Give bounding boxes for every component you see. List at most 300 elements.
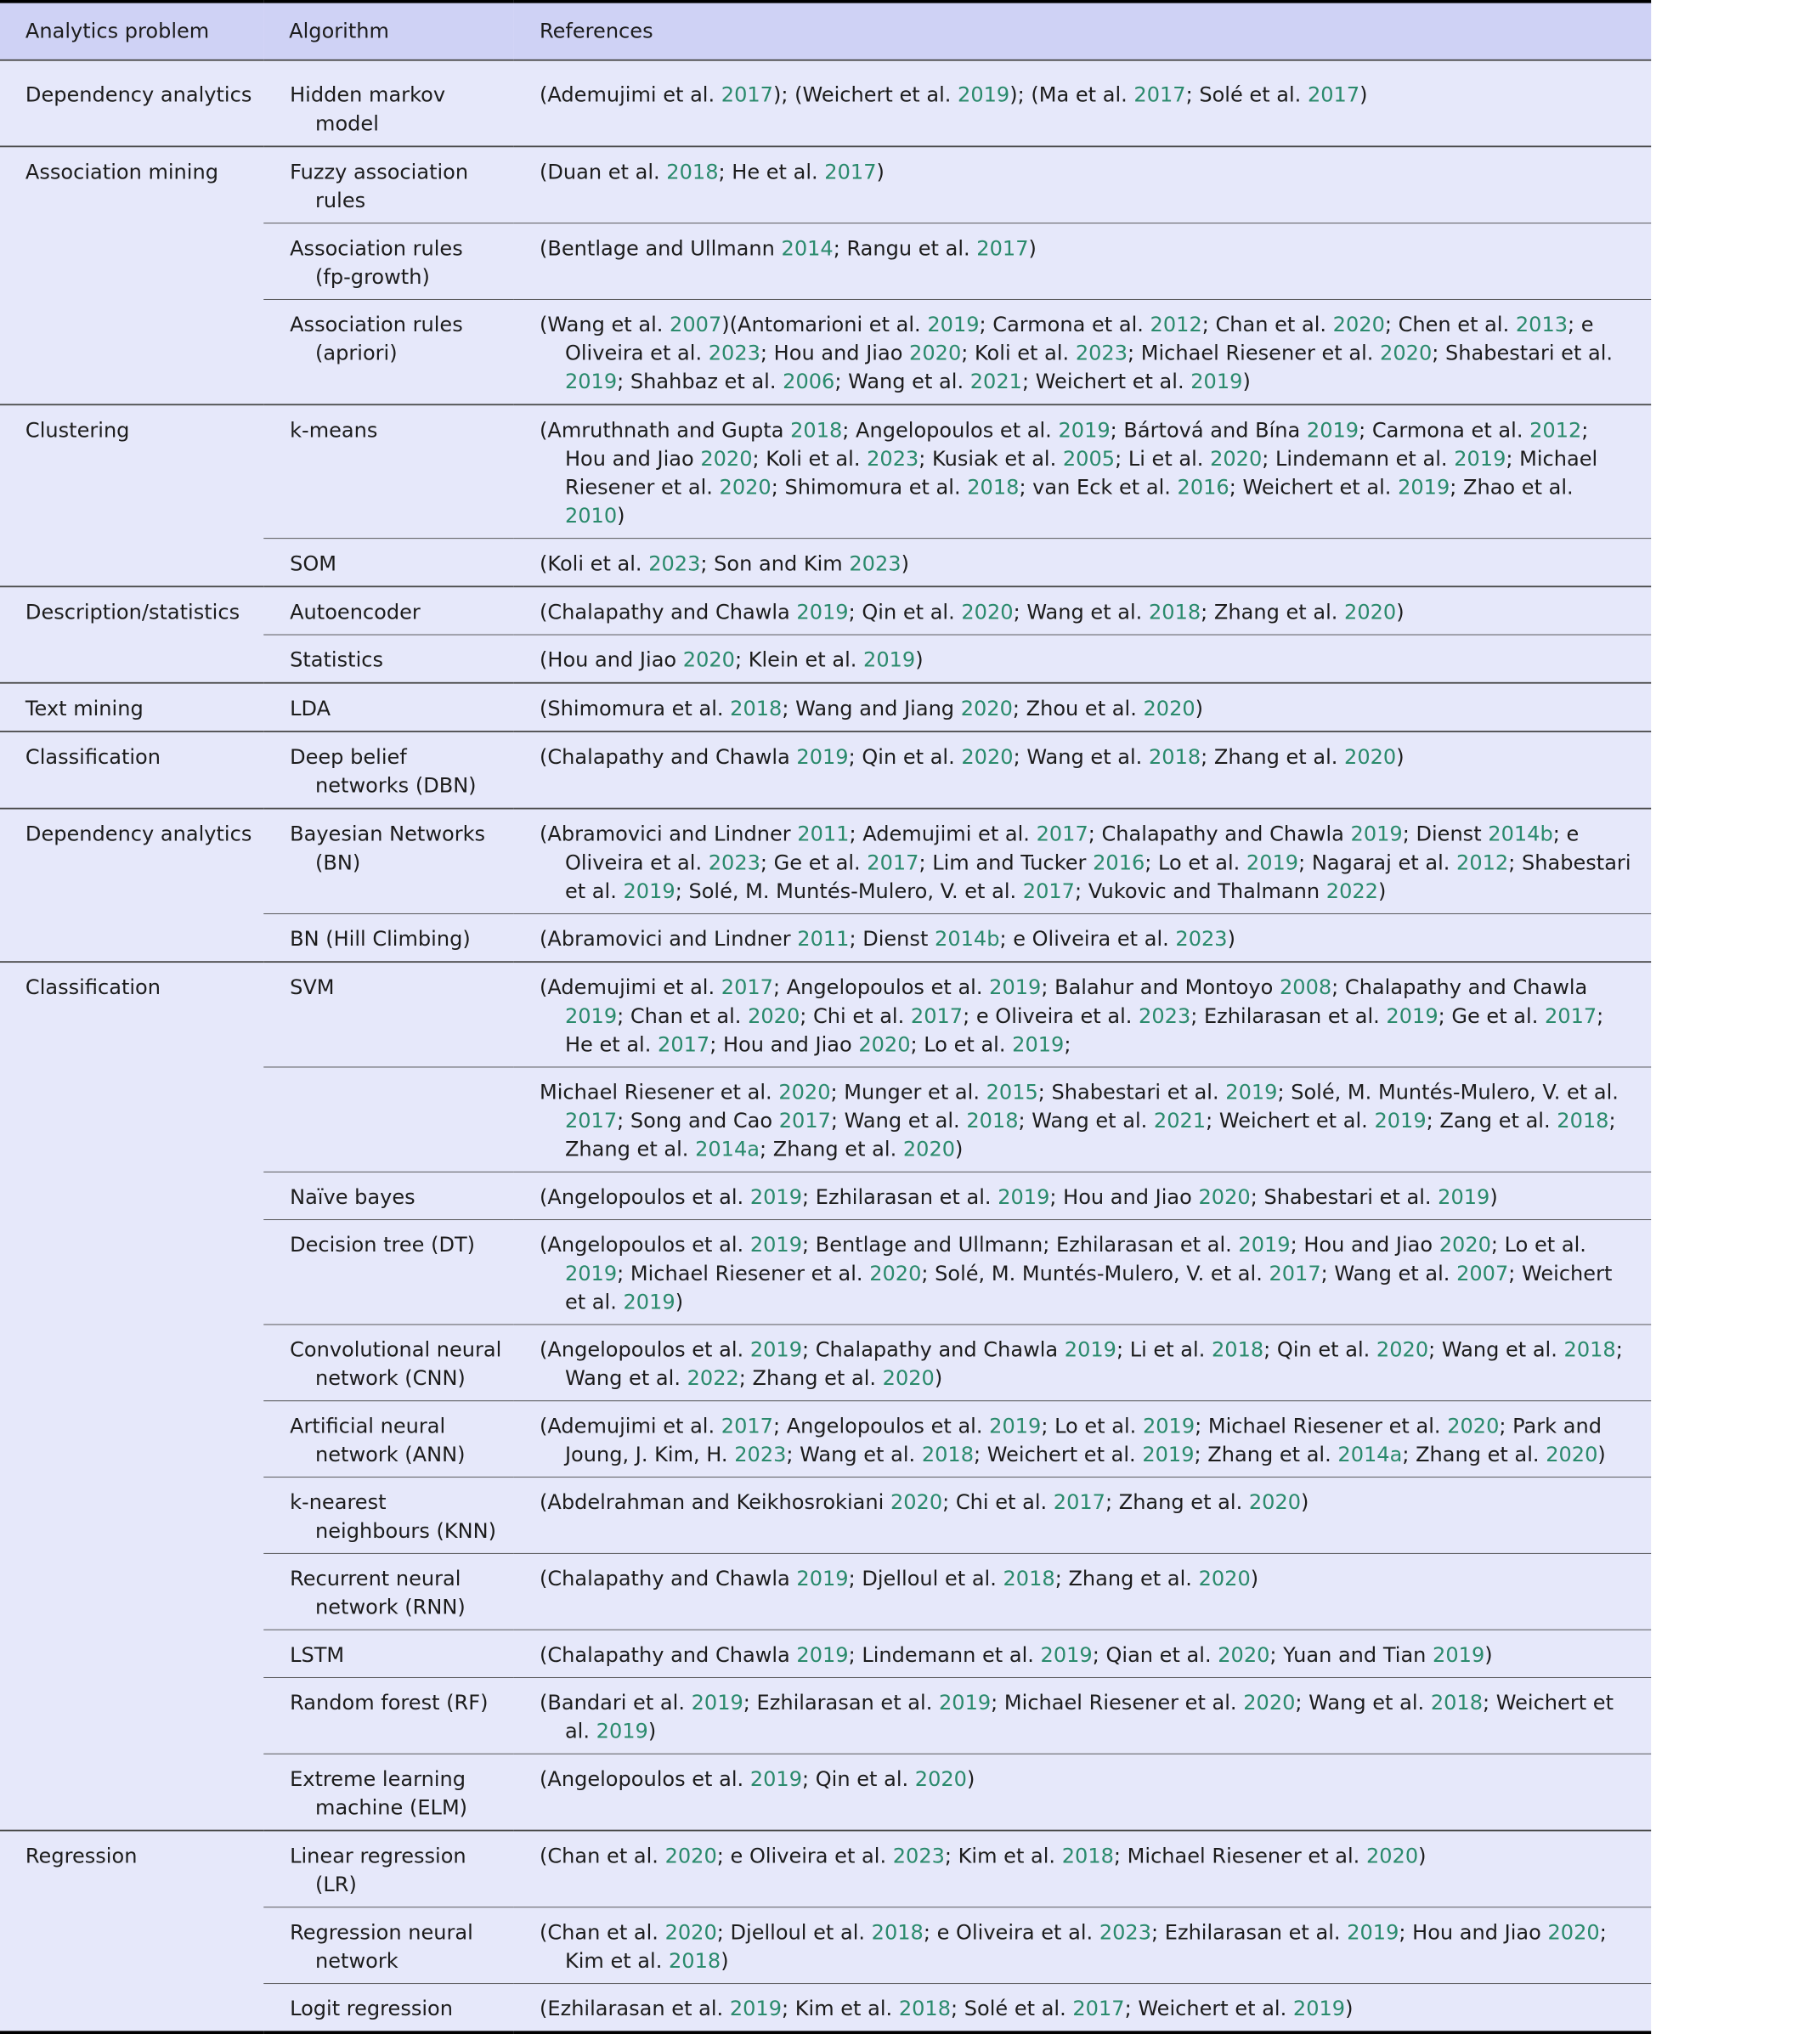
references-cell — [513, 1220, 1651, 1325]
reference-year-link[interactable]: 2018 — [967, 475, 1020, 500]
reference-author-text: ) — [1250, 1567, 1259, 1591]
reference-author-text: ; Munger et al. — [830, 1080, 986, 1105]
reference-year-link[interactable]: 2017 — [1053, 1490, 1105, 1515]
reference-year-link[interactable]: 2020 — [1380, 341, 1433, 365]
reference-author-text: ; He et al. — [718, 160, 825, 184]
algorithm-cell — [263, 962, 513, 1067]
reference-year-link[interactable]: 2020 — [858, 1032, 911, 1057]
reference-year-link[interactable]: 2017 — [1133, 82, 1186, 108]
reference-author-text: ; Zhou et al. — [1012, 697, 1144, 721]
reference-year-link[interactable]: 2023 — [708, 341, 760, 365]
table-row — [0, 635, 1651, 683]
reference-year-link[interactable]: 2019 — [1454, 447, 1506, 472]
reference-author-text: ; Solé et al. — [951, 1997, 1073, 2021]
reference-year-link[interactable]: 2019 — [1190, 370, 1243, 394]
reference-author-text: ; Michael Riesener et al. — [1113, 1844, 1366, 1868]
reference-year-link[interactable]: 2020 — [1438, 1233, 1491, 1257]
references-cell — [513, 732, 1651, 809]
reference-year-link[interactable]: 2020 — [961, 745, 1014, 770]
reference-year-link[interactable]: 2014a — [1337, 1443, 1403, 1467]
reference-year-link[interactable]: 2020 — [1248, 1490, 1302, 1515]
reference-year-link[interactable]: 2019 — [958, 82, 1010, 108]
reference-list — [540, 550, 1631, 579]
reference-year-link[interactable]: 2019 — [1347, 1920, 1399, 1945]
reference-year-link[interactable]: 2019 — [1058, 418, 1111, 443]
reference-author-text: ; Li et al. — [1115, 447, 1211, 472]
table-row — [0, 1172, 1651, 1219]
reference-author-text: ) — [1028, 236, 1037, 261]
reference-year-link[interactable]: 2017 — [910, 1004, 964, 1029]
reference-year-link[interactable]: 2018 — [871, 1920, 924, 1945]
reference-year-link[interactable]: 2023 — [849, 551, 902, 576]
reference-author-text: ) — [1489, 1185, 1498, 1210]
reference-author-text: ; Park and Joung, J. Kim, H. — [564, 1414, 1602, 1467]
reference-year-link[interactable]: 2018 — [966, 1109, 1019, 1133]
reference-author-text: ; Zhang et al. — [1105, 1490, 1249, 1515]
reference-year-link[interactable]: 2020 — [1447, 1414, 1500, 1438]
reference-year-link[interactable]: 2017 — [721, 975, 773, 1000]
reference-author-text: ; Angelopoulos et al. — [772, 975, 990, 1000]
reference-year-link[interactable]: 2012 — [1150, 313, 1202, 337]
reference-author-text: ) — [901, 551, 909, 576]
reference-year-link[interactable]: 2018 — [666, 160, 719, 184]
reference-year-link[interactable]: 2023 — [1139, 1004, 1191, 1029]
reference-year-link[interactable]: 2019 — [1040, 1643, 1093, 1668]
reference-year-link[interactable]: 2020 — [1546, 1443, 1598, 1467]
reference-list — [540, 158, 1631, 187]
reference-year-link[interactable]: 2018 — [1003, 1567, 1055, 1591]
reference-author-text: ; Wang et al. — [786, 1443, 922, 1467]
analytics-problem-cell — [0, 1677, 263, 1754]
reference-year-link[interactable]: 2023 — [1175, 927, 1228, 952]
reference-author-text: ; Djelloul et al. — [848, 1567, 1003, 1591]
reference-year-link[interactable]: 2020 — [1344, 745, 1397, 770]
reference-year-link[interactable]: 2020 — [960, 697, 1013, 721]
reference-year-link[interactable]: 2017 — [1022, 879, 1075, 904]
table-row — [0, 732, 1651, 809]
reference-year-link[interactable]: 2021 — [969, 370, 1022, 394]
reference-author-text: ; Ge et al. — [1438, 1004, 1545, 1029]
reference-author-text: ; Zhang et al. — [1201, 600, 1345, 624]
algorithm-cell — [263, 539, 513, 587]
algorithm-cell — [263, 1984, 513, 2033]
reference-author-text: (Ademujimi et al. — [540, 975, 721, 1000]
reference-year-link[interactable]: 2022 — [1325, 879, 1378, 904]
reference-year-link[interactable]: 2019 — [1142, 1414, 1195, 1438]
analytics-problem-cell — [0, 1984, 263, 2033]
reference-author-text: ; Dienst — [849, 927, 935, 952]
reference-author-text: ; Zhang et al. — [1201, 745, 1345, 770]
reference-year-link[interactable]: 2019 — [1012, 1032, 1065, 1057]
reference-year-link[interactable]: 2019 — [796, 1643, 849, 1668]
reference-year-link[interactable]: 2014 — [781, 236, 834, 261]
reference-author-text: ; Chan et al. — [1201, 313, 1333, 337]
reference-author-text: ) — [647, 1719, 657, 1743]
table-row — [0, 1831, 1651, 1907]
table-row — [0, 586, 1651, 635]
reference-year-link[interactable]: 2018 — [1430, 1691, 1484, 1715]
reference-year-link[interactable]: 2023 — [1099, 1920, 1152, 1945]
reference-year-link[interactable]: 2022 — [687, 1366, 739, 1391]
algorithm-cell — [263, 223, 513, 300]
reference-author-text: ; Wang et al. — [1018, 1109, 1154, 1133]
reference-year-link[interactable]: 2019 — [749, 1185, 803, 1210]
table-row — [0, 223, 1651, 300]
reference-author-text: ; Song and Cao — [617, 1109, 779, 1133]
reference-author-text: ; Zhang et al. — [1402, 1443, 1546, 1467]
reference-year-link[interactable]: 2021 — [1153, 1109, 1207, 1133]
reference-year-link[interactable]: 2017 — [976, 236, 1029, 261]
reference-year-link[interactable]: 2020 — [778, 1080, 831, 1105]
analytics-problem-cell — [0, 1630, 263, 1677]
reference-year-link[interactable]: 2020 — [748, 1004, 800, 1029]
reference-author-text: ) — [966, 1767, 975, 1792]
reference-author-text: ; Wang et al. — [834, 370, 970, 394]
algorithm-cell — [263, 1553, 513, 1630]
algorithm-label: Bayesian Networks (BN) — [290, 822, 486, 875]
reference-year-link[interactable]: 2017 — [1036, 822, 1088, 847]
reference-year-link[interactable]: 2019 — [1350, 822, 1403, 847]
reference-year-link[interactable]: 2019 — [1306, 418, 1359, 443]
reference-author-text: (Hou and Jiao — [540, 647, 683, 673]
reference-year-link[interactable]: 2020 — [1198, 1185, 1251, 1210]
reference-year-link[interactable]: 2017 — [721, 1414, 773, 1438]
reference-author-text: (Bandari et al. — [540, 1691, 692, 1715]
reference-year-link[interactable]: 2017 — [824, 160, 877, 184]
reference-author-text: ; Qin et al. — [848, 600, 962, 624]
algorithm-cell — [263, 1172, 513, 1219]
reference-year-link[interactable]: 2019 — [1292, 1997, 1346, 2021]
reference-year-link[interactable]: 2018 — [790, 418, 843, 443]
algorithm-cell — [263, 809, 513, 914]
algorithm-cell — [263, 913, 513, 962]
reference-author-text: ; Wang et al. — [1013, 600, 1149, 624]
algorithm-label: k-means — [290, 418, 378, 443]
reference-author-text: ; Carmona et al. — [1359, 418, 1530, 443]
reference-year-link[interactable]: 2018 — [921, 1443, 975, 1467]
reference-year-link[interactable]: 2017 — [1307, 82, 1360, 108]
reference-year-link[interactable]: 2014b — [935, 927, 1000, 952]
reference-author-text: ; Hou and Jiao — [564, 418, 1589, 472]
reference-year-link[interactable]: 2016 — [1093, 850, 1145, 875]
table-row — [0, 60, 1651, 147]
references-cell — [513, 299, 1651, 404]
reference-author-text: ; — [1064, 1032, 1071, 1057]
reference-year-link[interactable]: 2018 — [1557, 1109, 1609, 1133]
reference-year-link[interactable]: 2019 — [796, 600, 849, 624]
algorithm-cell — [263, 1754, 513, 1830]
reference-year-link[interactable]: 2017 — [1072, 1997, 1125, 2021]
reference-author-text: ; Hou and Jiao — [760, 341, 910, 365]
reference-author-text: ; Michael Riesener et al. — [617, 1262, 870, 1286]
reference-list — [540, 925, 1631, 954]
reference-year-link[interactable]: 2019 — [1064, 1337, 1116, 1362]
reference-year-link[interactable]: 2019 — [1142, 1443, 1195, 1467]
reference-year-link[interactable]: 2019 — [691, 1691, 743, 1715]
reference-year-link[interactable]: 2019 — [749, 1767, 803, 1792]
reference-year-link[interactable]: 2018 — [1211, 1337, 1264, 1362]
reference-year-link[interactable]: 2023 — [867, 447, 919, 472]
reference-author-text: ) — [675, 1290, 684, 1314]
algorithm-label: Decision tree (DT) — [290, 1233, 476, 1257]
reference-year-link[interactable]: 2019 — [796, 1567, 849, 1591]
reference-year-link[interactable]: 2011 — [797, 927, 850, 952]
reference-year-link[interactable]: 2018 — [898, 1997, 952, 2021]
reference-year-link[interactable]: 2020 — [1332, 313, 1385, 337]
reference-year-link[interactable]: 2019 — [989, 975, 1042, 1000]
reference-author-text: (Ademujimi et al. — [540, 82, 721, 108]
algorithm-label: Logit regression — [290, 1997, 454, 2021]
reference-author-text: (Abdelrahman and Keikhosrokiani — [540, 1490, 890, 1515]
reference-author-text: (Abramovici and Lindner — [540, 927, 798, 952]
reference-year-link[interactable]: 2020 — [1376, 1337, 1429, 1362]
reference-year-link[interactable]: 2014b — [1488, 822, 1553, 847]
reference-year-link[interactable]: 2019 — [1386, 1004, 1438, 1029]
reference-year-link[interactable]: 2011 — [797, 822, 850, 847]
reference-author-text: ; Bártová and Bína — [1110, 418, 1307, 443]
reference-year-link[interactable]: 2012 — [1529, 418, 1582, 443]
analytics-problem-cell — [0, 1907, 263, 1984]
reference-year-link[interactable]: 2018 — [1563, 1337, 1616, 1362]
reference-author-text: ; e Oliveira et al. — [923, 1920, 1099, 1945]
reference-year-link[interactable]: 2020 — [682, 647, 735, 673]
algorithm-label: Extreme learning machine (ELM) — [290, 1767, 468, 1820]
algorithm-cell — [263, 683, 513, 732]
table-row — [0, 683, 1651, 732]
reference-year-link[interactable]: 2019 — [623, 879, 675, 904]
analytics-problem-cell — [0, 1067, 263, 1172]
reference-list — [540, 1918, 1631, 1975]
algorithm-label: Random forest (RF) — [290, 1691, 489, 1715]
reference-year-link[interactable]: 2020 — [1344, 600, 1397, 624]
reference-author-text: (Chalapathy and Chawla — [540, 745, 797, 770]
reference-year-link[interactable]: 2019 — [564, 370, 618, 394]
reference-author-text: ) — [617, 504, 625, 528]
reference-author-text: ; Qin et al. — [802, 1767, 915, 1792]
reference-year-link[interactable]: 2017 — [778, 1109, 831, 1133]
reference-year-link[interactable]: 2017 — [658, 1032, 710, 1057]
reference-author-text: ; Lo et al. — [1145, 850, 1246, 875]
reference-author-text: ; Wang et al. — [1428, 1337, 1564, 1362]
references-cell — [513, 1907, 1651, 1984]
references-cell — [513, 1677, 1651, 1754]
reference-year-link[interactable]: 2020 — [869, 1262, 922, 1286]
reference-author-text: ); (Weichert et al. — [772, 82, 958, 108]
reference-year-link[interactable]: 2019 — [1438, 1185, 1490, 1210]
reference-year-link[interactable]: 2020 — [1243, 1691, 1296, 1715]
reference-author-text: ) — [934, 1366, 943, 1391]
reference-year-link[interactable]: 2019 — [564, 1004, 618, 1029]
reference-author-text: ; Kim et al. — [944, 1844, 1062, 1868]
reference-year-link[interactable]: 2020 — [719, 475, 772, 500]
analytics-problem-cell — [0, 1220, 263, 1325]
reference-author-text: ; Koli et al. — [961, 341, 1076, 365]
reference-year-link[interactable]: 2013 — [1515, 313, 1568, 337]
reference-author-text: (Angelopoulos et al. — [540, 1767, 750, 1792]
reference-year-link[interactable]: 2019 — [1398, 475, 1450, 500]
reference-year-link[interactable]: 2017 — [1544, 1004, 1597, 1029]
reference-author-text: ; Ezhilarasan et al. — [1190, 1004, 1387, 1029]
reference-author-text: ; Lindemann et al. — [848, 1643, 1041, 1668]
reference-list — [540, 1412, 1631, 1469]
reference-year-link[interactable]: 2020 — [909, 341, 962, 365]
reference-author-text: ) — [1484, 1643, 1493, 1668]
reference-year-link[interactable]: 2019 — [1433, 1643, 1485, 1668]
reference-year-link[interactable]: 2020 — [902, 1137, 956, 1162]
table-row — [0, 1984, 1651, 2033]
reference-author-text: ; Weichert et al. — [974, 1443, 1143, 1467]
reference-author-text: ; Hou and Jiao — [1049, 1185, 1199, 1210]
reference-author-text: ; Chi et al. — [942, 1490, 1054, 1515]
references-cell — [513, 1172, 1651, 1219]
references-cell — [513, 1477, 1651, 1554]
reference-year-link[interactable]: 2015 — [986, 1080, 1038, 1105]
reference-list — [540, 1336, 1631, 1393]
reference-year-link[interactable]: 2020 — [664, 1920, 717, 1945]
reference-year-link[interactable]: 2020 — [882, 1366, 935, 1391]
reference-year-link[interactable]: 2020 — [914, 1767, 967, 1792]
algorithm-cell — [263, 586, 513, 635]
reference-year-link[interactable]: 2020 — [961, 600, 1014, 624]
reference-author-text: ; Zhang et al. — [1054, 1567, 1199, 1591]
reference-year-link[interactable]: 2018 — [1148, 600, 1201, 624]
reference-author-text: ; Zang et al. — [1426, 1109, 1557, 1133]
reference-author-text: ; Solé, M. Muntés-Mulero, V. et al. — [1277, 1080, 1619, 1105]
reference-year-link[interactable]: 2019 — [863, 647, 916, 673]
reference-year-link[interactable]: 2019 — [927, 313, 980, 337]
reference-year-link[interactable]: 2018 — [1061, 1844, 1114, 1868]
table-row — [0, 913, 1651, 962]
reference-year-link[interactable]: 2023 — [648, 551, 701, 576]
analytics-problem-cell: Clustering — [0, 404, 263, 538]
reference-year-link[interactable]: 2023 — [892, 1844, 945, 1868]
analytics-problem-cell — [0, 223, 263, 300]
reference-list — [540, 81, 1631, 110]
reference-year-link[interactable]: 2019 — [596, 1719, 648, 1743]
reference-year-link[interactable]: 2006 — [783, 370, 835, 394]
reference-year-link[interactable]: 2019 — [1225, 1080, 1278, 1105]
reference-year-link[interactable]: 2019 — [796, 745, 849, 770]
reference-author-text: ; Zhang et al. — [564, 1109, 1616, 1162]
reference-author-text: ; Michael Riesener et al. — [991, 1691, 1244, 1715]
reference-author-text: ; Lo et al. — [1490, 1233, 1586, 1257]
algorithm-label: Artificial neural network (ANN) — [290, 1414, 466, 1467]
reference-author-text: ; Lindemann et al. — [1262, 447, 1455, 472]
reference-year-link[interactable]: 2020 — [1210, 447, 1263, 472]
reference-year-link[interactable]: 2017 — [721, 82, 773, 108]
reference-year-link[interactable]: 2020 — [1218, 1643, 1270, 1668]
reference-author-text: ) — [1195, 697, 1204, 721]
reference-year-link[interactable]: 2018 — [730, 697, 783, 721]
reference-year-link[interactable]: 2017 — [1269, 1262, 1321, 1286]
reference-author-text: ) — [1242, 370, 1251, 394]
reference-year-link[interactable]: 2023 — [734, 1443, 787, 1467]
reference-year-link[interactable]: 2019 — [623, 1290, 675, 1314]
algorithm-label: Association rules (apriori) — [290, 313, 463, 365]
reference-author-text: ; Solé, M. Muntés-Mulero, V. et al. — [921, 1262, 1269, 1286]
algorithm-cell — [263, 1220, 513, 1325]
reference-year-link[interactable]: 2019 — [938, 1691, 992, 1715]
reference-list — [540, 646, 1631, 675]
reference-list — [540, 1842, 1631, 1871]
table-row — [0, 1477, 1651, 1554]
reference-author-text: ; Ezhilarasan et al. — [802, 1185, 998, 1210]
reference-author-text: (Chalapathy and Chawla — [540, 600, 797, 624]
reference-year-link[interactable]: 2019 — [1238, 1233, 1291, 1257]
reference-year-link[interactable]: 2019 — [749, 1337, 803, 1362]
reference-year-link[interactable]: 2014a — [695, 1137, 760, 1162]
reference-year-link[interactable]: 2008 — [1279, 975, 1332, 1000]
reference-author-text: (Chalapathy and Chawla — [540, 1643, 797, 1668]
analytics-problem-cell: Association mining — [0, 146, 263, 223]
reference-list — [540, 1995, 1631, 2024]
reference-year-link[interactable]: 2018 — [1148, 745, 1201, 770]
reference-year-link[interactable]: 2007 — [670, 313, 722, 337]
reference-year-link[interactable]: 2020 — [1198, 1567, 1251, 1591]
reference-year-link[interactable]: 2019 — [729, 1997, 783, 2021]
reference-year-link[interactable]: 2017 — [564, 1109, 618, 1133]
reference-author-text: ; Solé et al. — [1185, 82, 1308, 108]
reference-author-text: ; Chi et al. — [800, 1004, 911, 1029]
reference-year-link[interactable]: 2023 — [708, 850, 760, 875]
reference-year-link[interactable]: 2012 — [1456, 850, 1509, 875]
reference-year-link[interactable]: 2019 — [998, 1185, 1050, 1210]
reference-year-link[interactable]: 2007 — [1456, 1262, 1509, 1286]
reference-year-link[interactable]: 2019 — [749, 1233, 803, 1257]
reference-list — [540, 1078, 1631, 1164]
table-row — [0, 1630, 1651, 1677]
reference-author-text: ; Wang et al. — [564, 1337, 1623, 1391]
reference-author-text: ; Chen et al. — [1384, 313, 1516, 337]
reference-author-text: ; Zhang et al. — [738, 1366, 883, 1391]
references-cell — [513, 1630, 1651, 1677]
reference-year-link[interactable]: 2023 — [1075, 341, 1128, 365]
reference-year-link[interactable]: 2018 — [669, 1949, 721, 1974]
reference-year-link[interactable]: 2010 — [564, 504, 618, 528]
reference-year-link[interactable]: 2020 — [1547, 1920, 1600, 1945]
table-header — [0, 2, 1651, 60]
reference-year-link[interactable]: 2020 — [700, 447, 753, 472]
analytics-problem-cell — [0, 1754, 263, 1830]
reference-year-link[interactable]: 2019 — [989, 1414, 1042, 1438]
reference-list — [540, 311, 1631, 397]
analytics-problem-cell: Description/statistics — [0, 586, 263, 635]
table-row — [0, 1553, 1651, 1630]
reference-author-text: ; Qin et al. — [848, 745, 962, 770]
reference-year-link[interactable]: 2020 — [664, 1844, 717, 1868]
reference-author-text: ; Kim et al. — [782, 1997, 899, 2021]
reference-year-link[interactable]: 2005 — [1062, 447, 1116, 472]
reference-author-text: (Shimomura et al. — [540, 697, 731, 721]
reference-year-link[interactable]: 2020 — [890, 1490, 943, 1515]
reference-author-text: (Chan et al. — [540, 1844, 665, 1868]
reference-year-link[interactable]: 2019 — [1374, 1109, 1427, 1133]
reference-author-text: ; Dienst — [1402, 822, 1489, 847]
analytics-problem-cell — [0, 1172, 263, 1219]
algorithm-label: SVM — [290, 975, 335, 1000]
reference-year-link[interactable]: 2016 — [1177, 475, 1229, 500]
reference-author-text: (Ademujimi et al. — [540, 1414, 721, 1438]
reference-year-link[interactable]: 2019 — [1246, 850, 1299, 875]
reference-author-text: ; Hou and Jiao — [1399, 1920, 1548, 1945]
reference-year-link[interactable]: 2017 — [867, 850, 919, 875]
reference-author-text: ; Shimomura et al. — [771, 475, 968, 500]
reference-year-link[interactable]: 2020 — [1143, 697, 1195, 721]
reference-year-link[interactable]: 2020 — [1365, 1844, 1419, 1868]
reference-year-link[interactable]: 2019 — [564, 1262, 618, 1286]
reference-list — [540, 1565, 1631, 1594]
reference-author-text: ; Ezhilarasan et al. — [1151, 1920, 1348, 1945]
